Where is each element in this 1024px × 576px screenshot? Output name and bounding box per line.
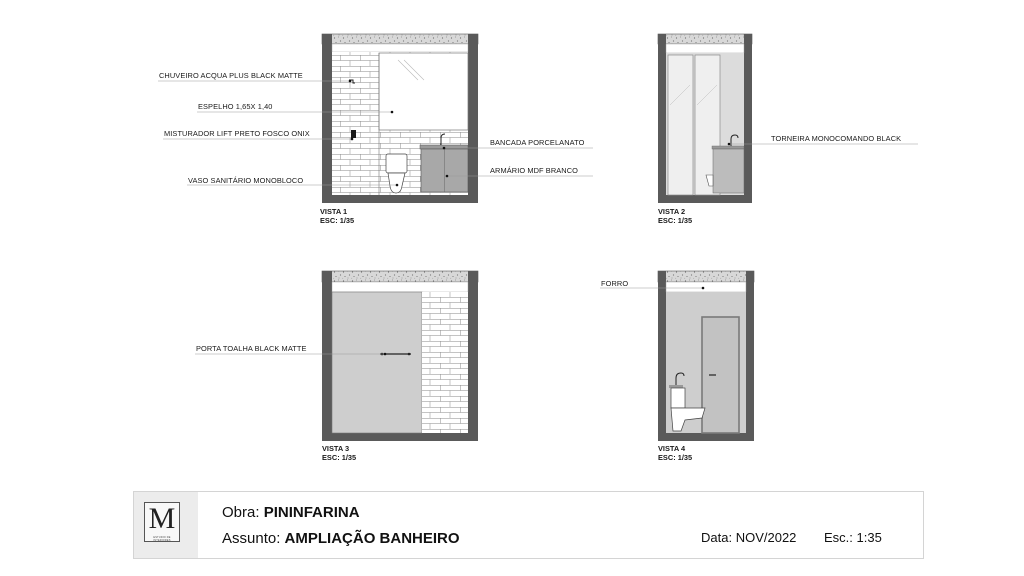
logo-subtitle: ESTUDIO DE INTERIORES	[153, 536, 171, 542]
logo-frame	[144, 502, 180, 542]
label-porta-toalha: PORTA TOALHA BLACK MATTE	[196, 344, 307, 353]
leader-lines	[158, 81, 918, 354]
escala-value: 1:35	[856, 530, 882, 545]
data-line	[701, 530, 796, 545]
vista-1-title: VISTA 1	[320, 207, 348, 216]
obra-value: PININFARINA	[263, 504, 360, 521]
label-espelho: ESPELHO 1,65X 1,40	[198, 102, 273, 111]
logo-letter: M	[148, 502, 176, 535]
vista-1-scale: ESC: 1/35	[320, 216, 355, 225]
vista-3-elevation	[322, 271, 478, 441]
vista-3-scale: ESC: 1/35	[322, 453, 357, 462]
data-value: NOV/2022	[735, 530, 797, 545]
obra-line	[222, 504, 360, 521]
data-label: Data:	[701, 530, 733, 545]
label-chuveiro: CHUVEIRO ACQUA PLUS BLACK MATTE	[159, 71, 303, 80]
label-bancada: BANCADA PORCELANATO	[490, 138, 585, 147]
escala-label: Esc.:	[824, 530, 853, 545]
assunto-label: Assunto:	[222, 530, 281, 547]
vista-2-scale: ESC: 1/35	[658, 216, 693, 225]
label-torneira: TORNEIRA MONOCOMANDO BLACK	[771, 134, 902, 143]
assunto-value: AMPLIAÇÃO BANHEIRO	[284, 530, 460, 547]
vista-1-elevation	[322, 34, 478, 203]
title-block	[133, 491, 924, 559]
vista-3-title: VISTA 3	[322, 444, 350, 453]
label-armario: ARMÁRIO MDF BRANCO	[490, 166, 579, 175]
assunto-line	[222, 530, 460, 547]
label-vaso: VASO SANITÁRIO MONOBLOCO	[188, 176, 304, 185]
label-misturador: MISTURADOR LIFT PRETO FOSCO ONIX	[164, 129, 310, 138]
vista-2-title: VISTA 2	[658, 207, 686, 216]
vista-2-elevation	[658, 34, 752, 203]
logo	[134, 492, 198, 558]
label-forro: FORRO	[601, 279, 629, 288]
escala-line	[824, 530, 882, 545]
vista-4-scale: ESC: 1/35	[658, 453, 693, 462]
vista-4-elevation	[658, 271, 754, 441]
vista-4-title: VISTA 4	[658, 444, 686, 453]
obra-label: Obra:	[222, 504, 260, 521]
